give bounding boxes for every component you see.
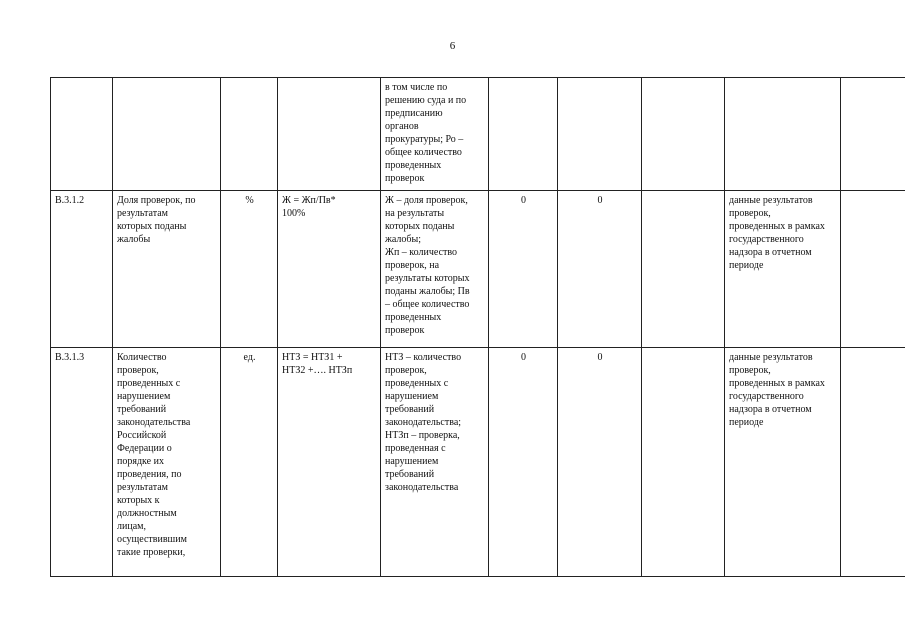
cell-value-a: 0 [489, 191, 558, 348]
cell-name: Количество проверок, проведенных с нарушением требований законодательства Российской Федерации о порядке их проведения, по результатам которых к должностным лицам, осуществившим такие проверки, [113, 348, 221, 577]
table-row [51, 191, 905, 348]
cell-definition: НТЗ – количество проверок, проведенных с нарушением требований законодательства; НТЗп – проверка, проведенная с нарушением требований законодательства [381, 348, 489, 577]
cell-unit: % [221, 191, 278, 348]
cell-value-b: 0 [558, 191, 642, 348]
cell-last [841, 78, 905, 191]
cell-unit: ед. [221, 348, 278, 577]
cell-formula: НТЗ = НТЗ1 + НТЗ2 +…. НТЗп [278, 348, 381, 577]
cell-formula [278, 78, 381, 191]
page-number: 6 [449, 40, 456, 52]
cell-last [841, 348, 905, 577]
cell-definition: в том числе по решению суда и по предписанию органов прокуратуры; Ро – общее количество проведенных проверок [381, 78, 489, 191]
cell-value-b [558, 78, 642, 191]
cell-empty [642, 348, 725, 577]
table-row [51, 348, 905, 577]
cell-last [841, 191, 905, 348]
cell-formula: Ж = Жп/Пв* 100% [278, 191, 381, 348]
cell-code: В.3.1.2 [51, 191, 113, 348]
cell-empty [642, 191, 725, 348]
cell-name: Доля проверок, по результатам которых поданы жалобы [113, 191, 221, 348]
cell-empty [642, 78, 725, 191]
cell-source: данные результатов проверок, проведенных в рамках государственного надзора в отчетном периоде [725, 348, 841, 577]
cell-code: В.3.1.3 [51, 348, 113, 577]
table-row [51, 78, 905, 191]
cell-definition: Ж – доля проверок, на результаты которых поданы жалобы; Жп – количество проверок, на результаты которых поданы жалобы; Пв – общее количество проведенных проверок [381, 191, 489, 348]
cell-value-a: 0 [489, 348, 558, 577]
cell-value-a [489, 78, 558, 191]
cell-name [113, 78, 221, 191]
cell-source: данные результатов проверок, проведенных в рамках государственного надзора в отчетном периоде [725, 191, 841, 348]
cell-unit [221, 78, 278, 191]
cell-source [725, 78, 841, 191]
indicator-table [50, 77, 905, 577]
cell-code [51, 78, 113, 191]
cell-value-b: 0 [558, 348, 642, 577]
